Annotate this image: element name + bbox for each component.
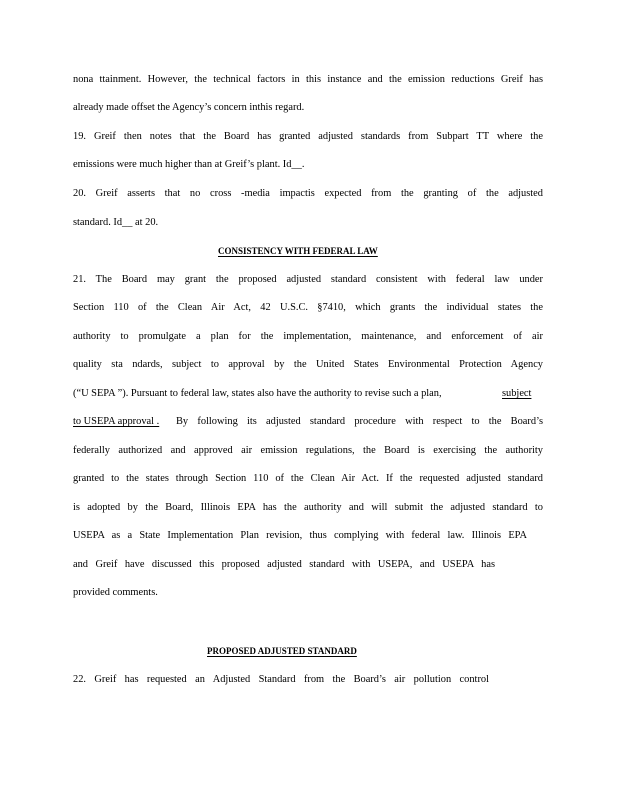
paragraph-line: authority to promulgate a plan for the implementation, maintenance, and enforcement of air bbox=[73, 331, 543, 342]
paragraph-line: 21. The Board may grant the proposed adjusted standard consistent with federal law under bbox=[73, 274, 543, 285]
paragraph-line: USEPA as a State Implementation Plan revision, thus complying with federal law. Illinois EPA bbox=[73, 530, 527, 541]
paragraph-line: 20. Greif asserts that no cross -media impactis expected from the granting of the adjusted bbox=[73, 188, 543, 199]
paragraph-line: granted to the states through Section 110 of the Clean Air Act. If the requested adjusted standard bbox=[73, 473, 543, 484]
underlined-text-subject: subject bbox=[502, 388, 532, 399]
paragraph-line: federally authorized and approved air emission regulations, the Board is exercising the authority bbox=[73, 445, 543, 456]
underlined-text-approval: to USEPA approval . bbox=[73, 416, 160, 427]
paragraph-line: and Greif have discussed this proposed adjusted standard with USEPA, and USEPA has bbox=[73, 559, 495, 570]
paragraph-line: 22. Greif has requested an Adjusted Standard from the Board’s air pollution control bbox=[73, 674, 489, 685]
paragraph-line: nona ttainment. However, the technical factors in this instance and the emission reductions Greif has bbox=[73, 74, 543, 85]
paragraph-line: Section 110 of the Clean Air Act, 42 U.S.C. §7410, which grants the individual states the bbox=[73, 302, 543, 313]
paragraph-line: (“U SEPA ”). Pursuant to federal law, states also have the authority to revise such a plan, bbox=[73, 388, 442, 399]
paragraph-line: emissions were much higher than at Greif’s plant. Id__. bbox=[73, 159, 305, 170]
paragraph-line: quality sta ndards, subject to approval by the United States Environmental Protection Agency bbox=[73, 359, 543, 370]
section-heading-proposed: PROPOSED ADJUSTED STANDARD bbox=[207, 646, 357, 656]
paragraph-line: 19. Greif then notes that the Board has granted adjusted standards from Subpart TT where the bbox=[73, 131, 543, 142]
section-heading-consistency: CONSISTENCY WITH FEDERAL LAW bbox=[218, 246, 378, 256]
paragraph-line: By following its adjusted standard procedure with respect to the Board’s bbox=[176, 416, 543, 427]
paragraph-line: standard. Id__ at 20. bbox=[73, 217, 159, 228]
paragraph-line: already made offset the Agency’s concern inthis regard. bbox=[73, 102, 305, 113]
paragraph-line: provided comments. bbox=[73, 587, 158, 598]
paragraph-line: is adopted by the Board, Illinois EPA has the authority and will submit the adjusted standard to bbox=[73, 502, 543, 513]
